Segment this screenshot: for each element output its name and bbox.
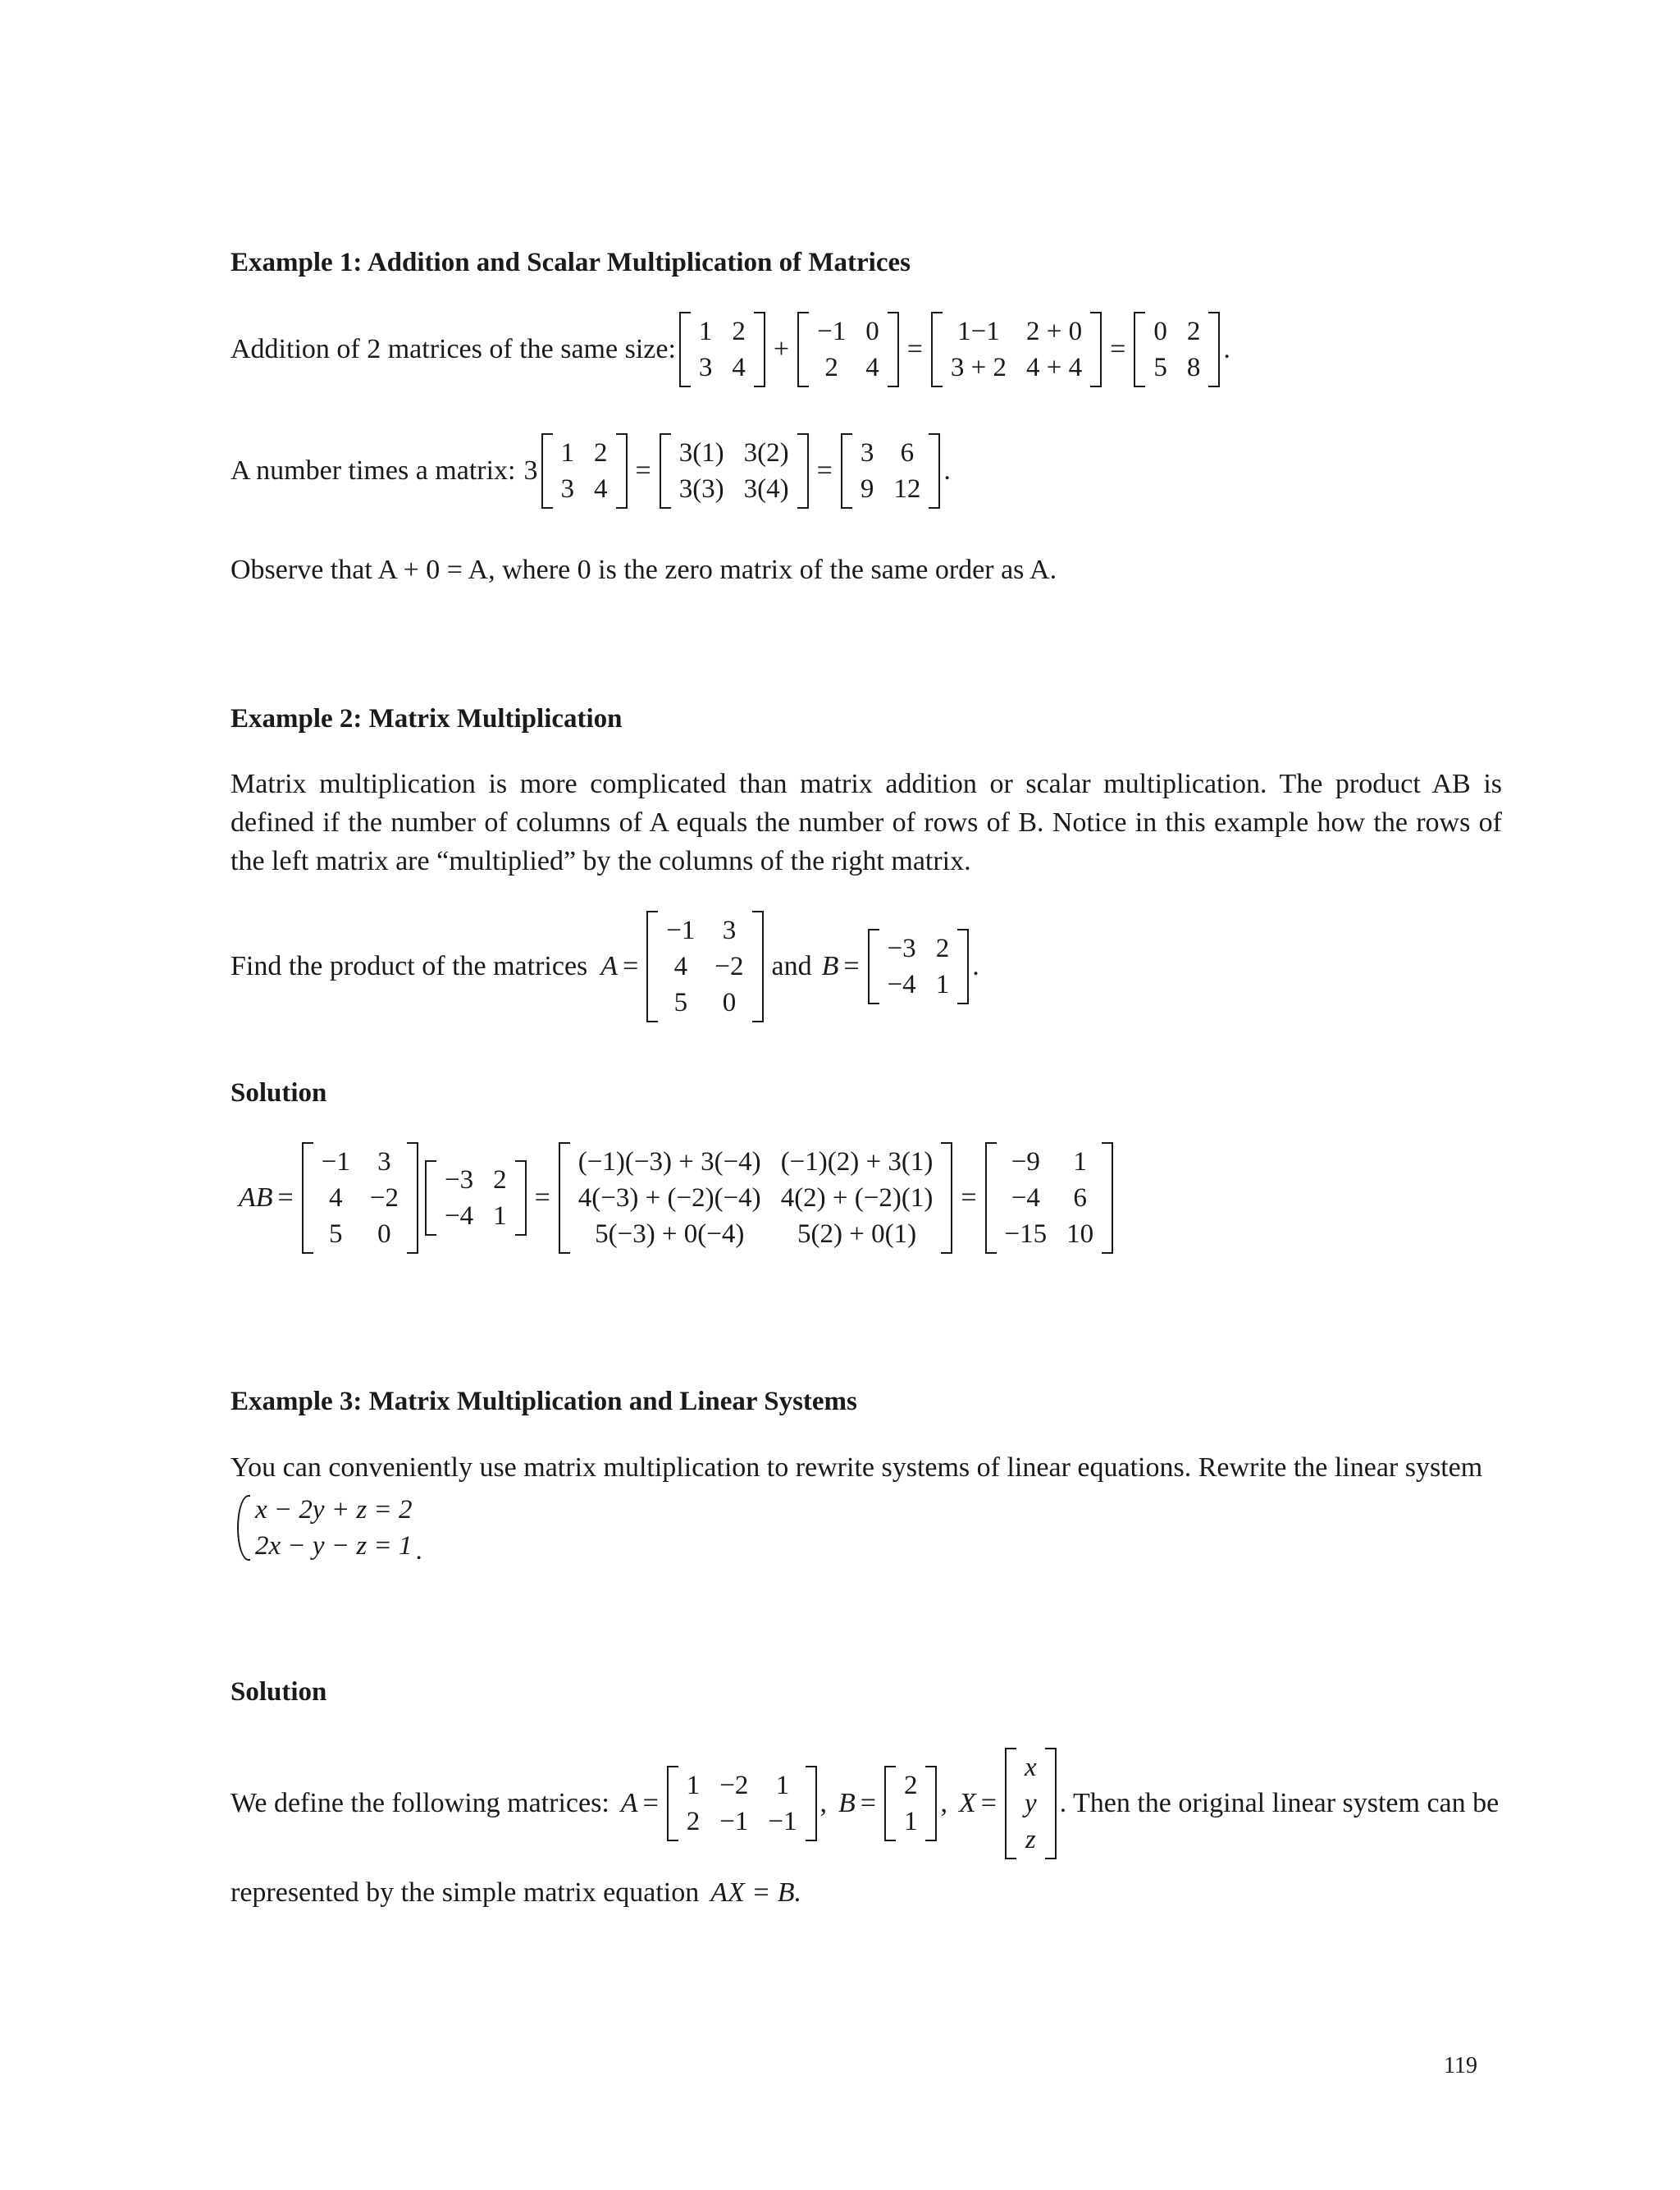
comma: , (940, 1788, 947, 1818)
matrix-cell: 3 (377, 1147, 391, 1177)
matrix-row (1015, 1749, 1047, 1785)
matrix-row (312, 1180, 409, 1216)
example-2-paragraph: Matrix multiplication is more complicated than matrix addition or scalar multiplication. The product AB is defined if the number of columns of A equals the number of rows of B. Notice in this example how the rows of the left matrix are “multiplied” by the columns of the right matrix. (231, 769, 1502, 876)
matrix-cell: 4 + 4 (1026, 353, 1083, 382)
equals-sign: = (642, 1788, 659, 1818)
matrix-row (312, 1216, 409, 1252)
example-1-heading: Example 1: Addition and Scalar Multiplication of Matrices (231, 248, 911, 277)
matrix-cell: 1 (903, 1807, 918, 1836)
matrix-A (302, 1142, 418, 1254)
observe-text: Observe that A + 0 = A, where 0 is the zero matrix of the same order as A. (231, 555, 1057, 585)
matrix-cell: 3 + 2 (950, 353, 1007, 382)
equals-sign: = (860, 1788, 876, 1818)
matrix-cell: −3 (887, 934, 916, 963)
matrix-cell: 1 (1073, 1147, 1087, 1177)
matrix-row (941, 350, 1092, 386)
define-matrices-statement (231, 1748, 1499, 1859)
equals-sign: = (623, 951, 639, 981)
brace-icon (237, 1495, 250, 1561)
matrix-cell: 3(2) (743, 438, 789, 468)
matrix-row (435, 1198, 517, 1234)
matrix-row (568, 1216, 943, 1252)
solution-heading: Solution (231, 1078, 327, 1108)
matrix-cell: −1 (817, 317, 847, 346)
matrix-row (551, 471, 618, 507)
matrix-cell: 1 (493, 1201, 507, 1231)
matrix-cell: −1 (321, 1147, 350, 1177)
scalar-matrix-expanded (660, 433, 809, 509)
matrix-cell: 1 (560, 438, 574, 468)
matrix-table (568, 1144, 943, 1252)
matrix-row (669, 435, 799, 471)
matrix-row (656, 912, 753, 949)
matrix-cell: 2 + 0 (1026, 317, 1083, 346)
matrix-table (669, 435, 799, 507)
equals-sign: = (961, 1182, 977, 1213)
matrix-table (941, 313, 1092, 386)
matrix-cell: x (1024, 1753, 1037, 1782)
product-solution (239, 1142, 1116, 1254)
scalar-matrix-1 (541, 433, 628, 509)
matrix-row (878, 967, 960, 1003)
period: . (415, 1535, 422, 1566)
represented-text: represented by the simple matrix equation (231, 1877, 700, 1908)
product-expanded-matrix (559, 1142, 953, 1254)
matrix-cell: 8 (1186, 353, 1201, 382)
matrix-cell: 4 (329, 1183, 343, 1213)
matrix-cell: 5(−3) + 0(−4) (595, 1219, 745, 1249)
page-number: 119 (1444, 2053, 1477, 2078)
matrix-row (1015, 1822, 1047, 1858)
matrix-cell: 9 (860, 474, 874, 504)
matrix-row (656, 985, 753, 1021)
matrix-cell: −4 (444, 1201, 474, 1231)
matrix-cell: 2 (732, 317, 746, 346)
matrix-row (689, 313, 756, 350)
example-3-heading: Example 3: Matrix Multiplication and Linear Systems (231, 1387, 857, 1416)
and-text: and (771, 951, 812, 981)
period: . (1223, 334, 1230, 364)
X-label: X (958, 1788, 976, 1818)
matrix-row (677, 1804, 807, 1840)
matrix-cell: −4 (1011, 1183, 1040, 1213)
matrix-A (646, 911, 763, 1022)
matrix-cell: −3 (444, 1165, 474, 1195)
addition-matrix-2 (797, 312, 899, 387)
matrix-row (435, 1162, 517, 1198)
equation-2: 2x − y − z = 1 (255, 1531, 413, 1561)
matrix-row (894, 1767, 928, 1804)
matrix-cell: 3(4) (743, 474, 789, 504)
matrix-cell: −15 (1004, 1219, 1048, 1249)
matrix-row (312, 1144, 409, 1180)
equation-system (237, 1492, 412, 1564)
equation-1: x − 2y + z = 2 (255, 1495, 413, 1525)
matrix-cell: 4 (865, 353, 879, 382)
example-3-paragraph: You can conveniently use matrix multiplication to rewrite systems of linear equations. Rewrite the linear system (231, 1452, 1483, 1483)
equals-sign: = (1110, 334, 1126, 364)
solution-heading-2: Solution (231, 1677, 327, 1707)
matrix-B (868, 929, 970, 1004)
matrix-cell: 2 (686, 1807, 701, 1836)
matrix-cell: (−1)(−3) + 3(−4) (578, 1147, 761, 1177)
matrix-cell: 5(2) + 0(1) (797, 1219, 917, 1249)
matrix-cell: 6 (1073, 1183, 1087, 1213)
period: . (972, 951, 979, 981)
matrix-row (894, 1804, 928, 1840)
define-label: We define the following matrices: (231, 1788, 609, 1818)
matrix-cell: 2 (935, 934, 950, 963)
matrix-table (312, 1144, 409, 1252)
matrix-cell: 0 (722, 988, 737, 1017)
represented-statement (231, 1877, 801, 1909)
A-label: A (620, 1788, 638, 1818)
matrix-row (568, 1180, 943, 1216)
matrix-cell: 0 (377, 1219, 391, 1249)
matrix-cell: 0 (1153, 317, 1167, 346)
addition-equation (231, 312, 1230, 387)
matrix-cell: 5 (329, 1219, 343, 1249)
matrix-row (568, 1144, 943, 1180)
matrix-B (425, 1160, 527, 1236)
matrix-cell: (−1)(2) + 3(1) (780, 1147, 934, 1177)
addition-matrix-1 (679, 312, 765, 387)
matrix-row (689, 350, 756, 386)
matrix-cell: 4(2) + (−2)(1) (780, 1183, 934, 1213)
matrix-table (656, 912, 753, 1021)
equals-sign: = (534, 1182, 550, 1213)
matrix-cell: y (1024, 1789, 1037, 1818)
A-label: A (600, 951, 619, 981)
matrix-table (894, 1767, 928, 1840)
matrix-cell: −1 (768, 1807, 797, 1836)
addition-matrix-expanded (931, 312, 1102, 387)
scalar-matrix-result (841, 433, 941, 509)
matrix-cell: 2 (903, 1771, 918, 1800)
scalar-value: 3 (523, 455, 538, 486)
coefficient-matrix-A (667, 1766, 817, 1841)
matrix-cell: 2 (594, 438, 608, 468)
matrix-cell: 1 (698, 317, 713, 346)
scalar-label: A number times a matrix: (231, 455, 516, 486)
matrix-cell: 3 (560, 474, 574, 504)
equals-sign: = (980, 1788, 997, 1818)
matrix-table (551, 435, 618, 507)
matrix-cell: 3 (698, 353, 713, 382)
find-label: Find the product of the matrices (231, 951, 588, 981)
matrix-cell: −1 (719, 1807, 749, 1836)
matrix-row (1144, 350, 1210, 386)
matrix-row (551, 435, 618, 471)
plus-sign: + (773, 334, 790, 364)
variable-matrix-X (1005, 1748, 1057, 1859)
example-2-heading: Example 2: Matrix Multiplication (231, 704, 623, 734)
then-text: . Then the original linear system can be (1059, 1788, 1500, 1818)
matrix-cell: −9 (1011, 1147, 1040, 1177)
matrix-row (851, 435, 931, 471)
matrix-cell: 3(1) (678, 438, 724, 468)
matrix-cell: 1 (686, 1771, 701, 1800)
matrix-cell: −1 (666, 916, 696, 945)
AB-label: AB (239, 1182, 273, 1213)
matrix-table (807, 313, 889, 386)
matrix-cell: 1 (775, 1771, 790, 1800)
matrix-cell: −4 (887, 970, 916, 999)
matrix-row (669, 471, 799, 507)
matrix-cell: 5 (1153, 353, 1167, 382)
period: . (943, 455, 951, 486)
matrix-cell: −2 (714, 952, 744, 981)
matrix-cell: 6 (900, 438, 915, 468)
equals-sign: = (816, 455, 833, 486)
matrix-row (656, 949, 753, 985)
equals-sign: = (906, 334, 923, 364)
matrix-row (1015, 1785, 1047, 1822)
product-result-matrix (985, 1142, 1114, 1254)
linear-system (237, 1492, 422, 1566)
matrix-row (995, 1180, 1104, 1216)
matrix-table (1144, 313, 1210, 386)
matrix-table (689, 313, 756, 386)
matrix-table (1015, 1749, 1047, 1858)
matrix-row (941, 313, 1092, 350)
scalar-equation (231, 433, 951, 509)
matrix-cell: 1−1 (957, 317, 1000, 346)
equals-sign: = (843, 951, 860, 981)
matrix-cell: −2 (369, 1183, 399, 1213)
equals-sign: = (635, 455, 651, 486)
matrix-cell: 4 (673, 952, 688, 981)
matrix-cell: 3(3) (678, 474, 724, 504)
B-label: B (838, 1788, 856, 1818)
matrix-cell: 5 (673, 988, 688, 1017)
matrix-cell: 4(−3) + (−2)(−4) (578, 1183, 761, 1213)
matrix-cell: 10 (1066, 1219, 1094, 1249)
matrix-table (995, 1144, 1104, 1252)
matrix-row (807, 350, 889, 386)
matrix-row (1144, 313, 1210, 350)
matrix-table (677, 1767, 807, 1840)
matrix-cell: 2 (1186, 317, 1201, 346)
matrix-cell: 1 (935, 970, 950, 999)
matrix-cell: 4 (594, 474, 608, 504)
addition-matrix-result (1134, 312, 1220, 387)
matrix-cell: 0 (865, 317, 879, 346)
matrix-row (807, 313, 889, 350)
equals-sign: = (277, 1182, 294, 1213)
comma: , (819, 1788, 827, 1818)
matrix-cell: 3 (722, 916, 737, 945)
matrix-cell: 2 (493, 1165, 507, 1195)
matrix-row (851, 471, 931, 507)
matrix-table (851, 435, 931, 507)
matrix-row (995, 1216, 1104, 1252)
matrix-equation: AX = B. (710, 1877, 801, 1908)
matrix-cell: −2 (719, 1771, 749, 1800)
matrix-cell: 4 (732, 353, 746, 382)
matrix-row (878, 930, 960, 967)
matrix-cell: 2 (824, 353, 838, 382)
B-label: B (821, 951, 839, 981)
matrix-table (878, 930, 960, 1003)
matrix-row (677, 1767, 807, 1804)
constant-matrix-B (884, 1766, 938, 1841)
matrix-row (995, 1144, 1104, 1180)
matrix-table (435, 1162, 517, 1234)
matrix-cell: z (1025, 1825, 1036, 1854)
addition-label: Addition of 2 matrices of the same size: (231, 334, 676, 364)
matrix-cell: 3 (860, 438, 874, 468)
matrix-cell: 12 (893, 474, 921, 504)
find-product-statement (231, 911, 979, 1022)
